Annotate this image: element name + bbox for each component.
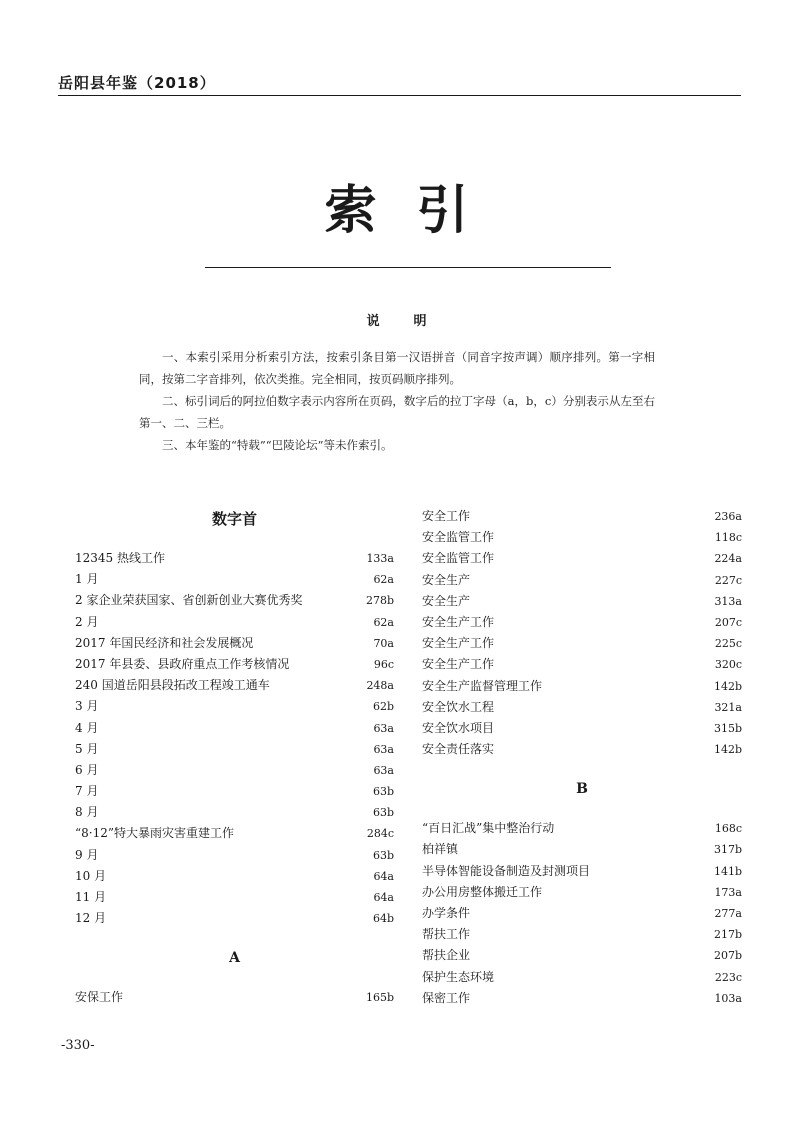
index-entry: [422, 633, 742, 654]
index-term: 安全生产监督管理工作: [422, 678, 543, 693]
index-list-numeric: [75, 548, 394, 929]
index-page-ref: 133a: [366, 552, 394, 565]
index-page-ref: 223c: [714, 970, 742, 984]
index-entry: [75, 908, 394, 929]
index-entry: [422, 676, 742, 697]
index-term: 安全监管工作: [422, 530, 495, 545]
index-term: 保密工作: [422, 990, 471, 1005]
index-page-ref: 313a: [714, 594, 742, 608]
index-term: 6 月: [75, 762, 99, 777]
index-term: 3 月: [75, 699, 99, 714]
index-page-ref: 173a: [714, 885, 742, 899]
page-title: 索引: [324, 180, 509, 241]
index-term: 安全饮水项目: [422, 720, 495, 735]
index-page-ref: 320c: [714, 658, 742, 672]
index-entry: [75, 718, 394, 739]
index-term: 柏祥镇: [422, 842, 459, 857]
index-page-ref: 62b: [372, 700, 394, 714]
notes: [139, 346, 655, 456]
index-entry: [422, 903, 742, 924]
index-page-ref: 63a: [373, 763, 394, 777]
index-term: 5 月: [75, 741, 99, 756]
index-page-ref: 142b: [713, 679, 742, 693]
notes-heading: 说明: [366, 314, 461, 329]
section-heading-numeric: 数字首: [211, 510, 257, 528]
index-term: 安全生产: [422, 593, 471, 608]
index-term: 安全生产: [422, 572, 471, 587]
index-entry: [422, 924, 742, 945]
index-entry: [422, 882, 742, 903]
index-page-ref: 278b: [365, 594, 394, 608]
index-column-left: [75, 504, 394, 1009]
index-entry: [75, 654, 394, 675]
index-page-ref: 62a: [373, 615, 394, 629]
index-term: 安全责任落实: [422, 742, 495, 757]
index-entry: [422, 527, 742, 548]
index-page-ref: 142b: [713, 743, 742, 757]
index-entry: [422, 839, 742, 860]
section-heading-b: B: [576, 781, 588, 798]
index-page-ref: 96c: [373, 657, 394, 671]
index-page-ref: 165b: [365, 991, 394, 1005]
index-page-ref: 63b: [372, 785, 394, 799]
index-term: 9 月: [75, 847, 99, 862]
index-list-a: [75, 987, 394, 1008]
index-term: 安全监管工作: [422, 551, 495, 566]
index-entry: [422, 861, 742, 882]
index-column-right: [422, 506, 742, 1009]
note-3: 三、本年鉴的“特载”“巴陵论坛”等未作索引。: [162, 438, 393, 452]
index-term: 办公用房整体搬迁工作: [422, 884, 543, 899]
index-entry: [422, 548, 742, 569]
index-entry: [75, 781, 394, 802]
index-entry: [75, 675, 394, 696]
index-entry: [75, 548, 394, 569]
index-term: 安全生产工作: [422, 614, 495, 629]
index-entry: [75, 696, 394, 717]
note-2: 二、标引词后的阿拉伯数字表示内容所在页码，数字后的拉丁字母（a，b，c）分别表示从左至右第一、二、三栏。: [139, 394, 655, 430]
index-term: 12345 热线工作: [75, 551, 165, 565]
index-term: 安全饮水工程: [422, 699, 495, 714]
index-entry: [75, 866, 394, 887]
page-number: -330-: [61, 1038, 95, 1053]
index-entry: [75, 845, 394, 866]
index-page-ref: 103a: [714, 991, 742, 1005]
index-entry: [75, 802, 394, 823]
index-page-ref: 64b: [372, 912, 394, 926]
index-term: 安全生产工作: [422, 657, 495, 672]
index-term: 12 月: [75, 911, 107, 926]
index-term: 2 家企业荣获国家、省创新创业大赛优秀奖: [75, 593, 303, 608]
index-entry: [422, 506, 742, 527]
index-page-ref: 224a: [714, 552, 742, 566]
index-page-ref: 217b: [713, 928, 742, 942]
index-term: 7 月: [75, 784, 99, 799]
index-entry: [422, 591, 742, 612]
index-entry: [75, 590, 394, 611]
index-term: 帮扶工作: [422, 927, 471, 942]
index-term: 10 月: [75, 868, 107, 883]
index-page-ref: 315b: [713, 721, 742, 735]
index-entry: [75, 739, 394, 760]
index-page-ref: 227c: [714, 573, 742, 587]
header-rule: [58, 95, 741, 96]
index-entry: [422, 718, 742, 739]
index-page-ref: 248a: [366, 679, 394, 693]
note-1: 一、本索引采用分析索引方法，按索引条目第一汉语拼音（同音字按声调）顺序排列。第一字相同，按第二字音排列，依次类推。完全相同，按页码顺序排列。: [139, 350, 655, 386]
index-entry: [422, 967, 742, 988]
index-term: 1 月: [75, 572, 99, 587]
index-term: 8 月: [75, 805, 99, 820]
index-page-ref: 141b: [713, 864, 742, 878]
index-term: 安全工作: [422, 509, 471, 523]
index-term: 2 月: [75, 614, 99, 629]
title-rule: [205, 267, 611, 268]
index-entry: [422, 739, 742, 760]
index-term: 2017 年国民经济和社会发展概况: [75, 635, 254, 650]
index-page-ref: 62a: [373, 573, 394, 587]
index-term: 安全生产工作: [422, 636, 495, 651]
index-term: 11 月: [75, 890, 107, 904]
index-term: 帮扶企业: [422, 948, 471, 963]
index-entry: [75, 887, 394, 908]
index-page-ref: 317b: [713, 843, 742, 857]
index-entry: [75, 633, 394, 654]
running-header: 岳阳县年鉴（2018）: [58, 74, 216, 92]
index-entry: [422, 945, 742, 966]
index-entry: [75, 823, 394, 844]
index-term: 安保工作: [75, 990, 124, 1005]
index-entry: [75, 569, 394, 590]
index-page-ref: 70a: [373, 636, 394, 650]
index-entry: [75, 987, 394, 1008]
section-heading-a: A: [229, 950, 240, 967]
index-page-ref: 321a: [714, 700, 742, 714]
index-entry: [422, 988, 742, 1009]
index-term: 2017 年县委、县政府重点工作考核情况: [75, 656, 290, 671]
index-entry: [75, 760, 394, 781]
index-page-ref: 64a: [373, 869, 394, 883]
index-page-ref: 284c: [366, 827, 394, 841]
index-page-ref: 225c: [714, 637, 742, 651]
index-term: 4 月: [75, 720, 99, 735]
index-page-ref: 168c: [714, 822, 742, 836]
index-entry: [422, 818, 742, 839]
index-page-ref: 64a: [373, 891, 394, 904]
index-page-ref: 63b: [372, 806, 394, 820]
index-term: 半导体智能设备制造及封测项目: [422, 863, 591, 878]
index-term: 保护生态环境: [422, 969, 495, 984]
index-term: “8·12”特大暴雨灾害重建工作: [75, 826, 234, 841]
index-page-ref: 236a: [714, 510, 742, 523]
index-page-ref: 118c: [714, 531, 742, 545]
index-entry: [422, 612, 742, 633]
index-entry: [422, 654, 742, 675]
index-term: “百日汇战”集中整治行动: [422, 821, 555, 836]
index-term: 办学条件: [422, 906, 471, 920]
index-page-ref: 277a: [714, 907, 742, 920]
index-entry: [422, 570, 742, 591]
index-page-ref: 63b: [372, 848, 394, 862]
index-page-ref: 63a: [373, 721, 394, 735]
index-list-a-continued: [422, 506, 742, 760]
index-entry: [422, 697, 742, 718]
index-term: 240 国道岳阳县段拓改工程竣工通车: [75, 678, 270, 693]
index-page-ref: 63a: [373, 742, 394, 756]
index-list-b: [422, 818, 742, 1009]
index-page-ref: 207b: [713, 949, 742, 963]
index-entry: [75, 612, 394, 633]
index-page-ref: 207c: [714, 615, 742, 629]
